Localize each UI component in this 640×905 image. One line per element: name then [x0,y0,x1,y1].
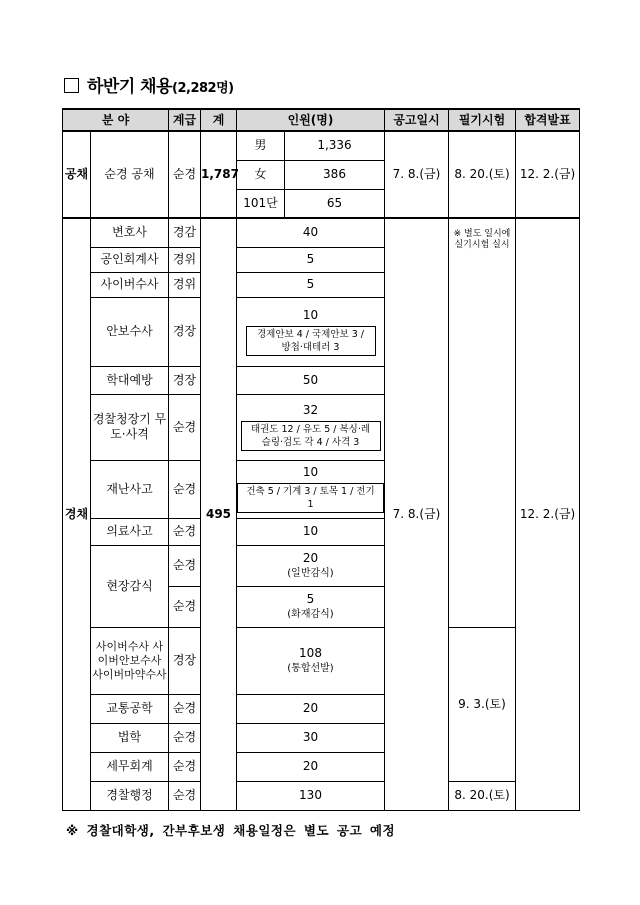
section-heading [64,72,234,97]
table-header-row [63,109,580,131]
rank-cell: 경장 [169,627,201,694]
table-row [63,131,580,160]
headcount-cell: 40 [237,218,385,247]
headcount-value: 10 [302,307,319,322]
headcount-cell: 130 [237,781,385,810]
field-cell: 현장감식 [91,545,169,627]
field-cell: 변호사 [91,218,169,247]
rank-cell: 순경 [169,545,201,586]
field-cell: 세무회계 [91,752,169,781]
headcount-cell [237,586,385,627]
field-cell: 법학 [91,723,169,752]
headcount-detail: 경제안보 4 / 국제안보 3 / 방첩·대테러 3 [246,326,376,356]
table-row [63,627,580,694]
header-headcount: 인원(명) [237,109,385,131]
field-cell: 교통공학 [91,694,169,723]
headcount-cell [237,394,385,460]
headcount-detail: 태권도 12 / 유도 5 / 복싱·레슬링·검도 각 4 / 사격 3 [241,421,381,451]
headcount-cell [237,460,385,518]
gender-label: 男 [237,131,285,160]
recruitment-table [62,108,580,811]
headcount-cell: 386 [285,160,385,189]
header-rank: 계급 [169,109,201,131]
checkbox-square-icon [64,78,79,93]
field-cell: 순경 공채 [91,131,169,218]
announce-cell: 7. 8.(금) [385,218,449,810]
written-cell: 8. 20.(토) [449,131,516,218]
written-cell: 9. 3.(토) [449,627,516,781]
rank-cell: 순경 [169,586,201,627]
rank-cell: 경장 [169,297,201,366]
headcount-value: 20 [302,550,319,565]
rank-cell: 순경 [169,460,201,518]
headcount-value: 10 [302,465,319,479]
headcount-sub: (통합선발) [287,662,334,674]
total-cell: 1,787 [201,131,237,218]
section-count: (2,282명) [172,81,234,96]
rank-cell: 순경 [169,694,201,723]
field-cell: 사이버수사 사이버안보수사 사이버마약수사 [91,627,169,694]
headcount-cell: 20 [237,752,385,781]
rank-cell: 순경 [169,752,201,781]
header-field: 분 야 [63,109,169,131]
headcount-cell: 30 [237,723,385,752]
headcount-cell [237,545,385,586]
rank-cell: 순경 [169,518,201,545]
category-gongchae: 공채 [63,131,91,218]
headcount-detail: 건축 5 / 기계 3 / 토목 1 / 전기 1 [237,483,384,513]
headcount-value: 32 [302,403,319,417]
headcount-sub: (일반감식) [287,567,334,579]
rank-cell: 경위 [169,272,201,297]
field-cell: 경찰청장기 무도·사격 [91,394,169,460]
field-cell: 학대예방 [91,366,169,394]
written-cell: 8. 20.(토) [449,781,516,810]
result-cell: 12. 2.(금) [516,131,580,218]
result-cell: 12. 2.(금) [516,218,580,810]
headcount-value: 108 [299,645,322,660]
rank-cell: 순경 [169,781,201,810]
rank-cell: 순경 [169,131,201,218]
field-cell: 안보수사 [91,297,169,366]
headcount-cell: 65 [285,189,385,218]
header-written: 필기시험 [449,109,516,131]
rank-cell: 순경 [169,394,201,460]
headcount-cell [237,297,385,366]
headcount-cell: 5 [237,272,385,297]
headcount-cell: 20 [237,694,385,723]
header-total: 계 [201,109,237,131]
field-cell: 경찰행정 [91,781,169,810]
rank-cell: 경장 [169,366,201,394]
headcount-cell: 5 [237,247,385,272]
headcount-value: 5 [306,591,315,606]
headcount-cell: 10 [237,518,385,545]
headcount-cell [237,627,385,694]
headcount-sub: (화재감식) [287,608,334,620]
field-cell: 사이버수사 [91,272,169,297]
table-row [63,218,580,247]
field-cell: 의료사고 [91,518,169,545]
category-gyeongchae: 경채 [63,218,91,810]
headcount-cell: 1,336 [285,131,385,160]
field-cell: 공인회계사 [91,247,169,272]
field-cell: 재난사고 [91,460,169,518]
header-announce: 공고일시 [385,109,449,131]
unit-label: 101단 [237,189,285,218]
table-row [63,781,580,810]
announce-cell: 7. 8.(금) [385,131,449,218]
rank-cell: 경감 [169,218,201,247]
rank-cell: 경위 [169,247,201,272]
rank-cell: 순경 [169,723,201,752]
written-note-cell: ※ 별도 일시에 실기시험 실시 [449,218,516,627]
footer-note: ※ 경찰대학생, 간부후보생 채용일정은 별도 공고 예정 [66,823,396,838]
headcount-cell: 50 [237,366,385,394]
total-cell: 495 [201,218,237,810]
header-result: 합격발표 [516,109,580,131]
section-title: 하반기 채용 [87,77,173,97]
gender-label: 女 [237,160,285,189]
